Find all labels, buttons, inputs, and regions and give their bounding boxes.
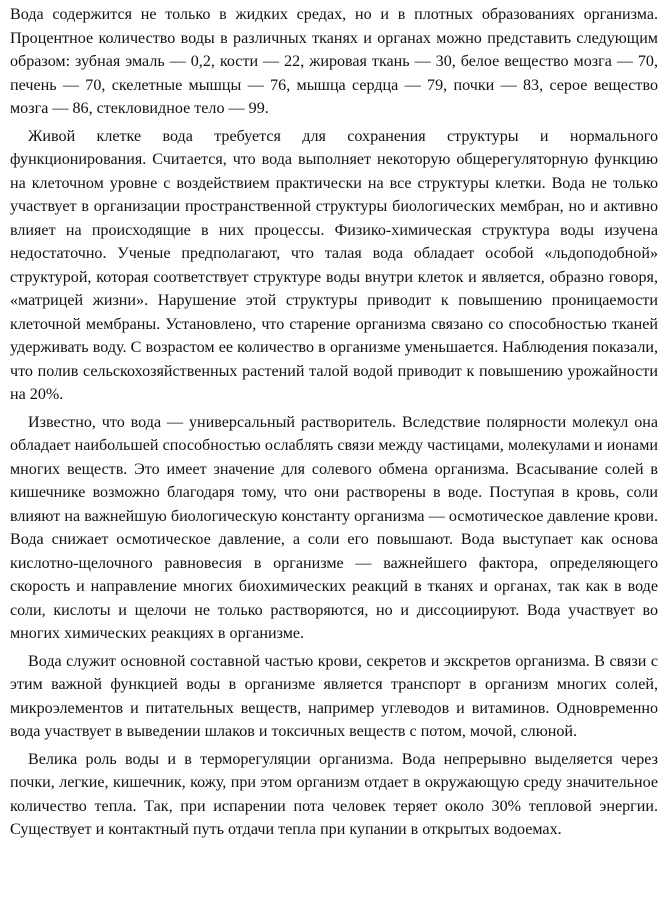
paragraph-water-content: Вода содержится не только в жидких средах, но и в плотных образованиях организма. Процентное количество воды в различных тканях и органах можно представить следующим образом: зубная эмаль — 0,2, кости — 22, жировая ткань — 30, белое вещество мозга — 70, печень — 70, скелетные мышцы — 76, мышца сердца — 79, почки — 83, серое вещество мозга — 86, стекловидное тело — 99. [10,6,658,117]
paragraph-cell-structure: Живой клетке вода требуется для сохранения структуры и нормального функционирования. Считается, что вода выполняет некоторую общерегуляторную функцию на клеточном уровне с воздействием практически на все структуры клетки. Вода не только участвует в организации пространственной структуры биологических мембран, но и активно влияет на происходящие в них процессы. Физико-химическая структура воды изучена недостаточно. Ученые предполагают, что талая вода обладает особой «льдоподобной» структурой, которая соответствует структуре воды внутри клеток и является, образно говоря, «матрицей жизни». Нарушение этой структуры приводит к повышению проницаемости клеточной мембраны. Установлено, что старение организма связано со способностью тканей удерживать воду. С возрастом ее количество в организме уменьшается. Наблюдения показали, что полив сельскохозяйственных растений талой водой приводит к повышению урожайности на 20%. [10,127,658,403]
paragraph-transport: Вода служит основной составной частью крови, секретов и экскретов организма. В связи с этим важной функцией воды в организме является транспорт в организм многих солей, микроэлементов и питательных веществ, например углеводов и витаминов. Одновременно вода участвует в выведении шлаков и токсичных веществ с потом, мочой, слюной. [10,652,658,740]
paragraph-universal-solvent: Известно, что вода — универсальный растворитель. Вследствие полярности молекул она обладает наибольшей способностью ослаблять связи между частицами, молекулами и ионами многих веществ. Это имеет значение для солевого обмена организма. Всасывание солей в кишечнике возможно благодаря тому, что они растворены в воде. Поступая в кровь, соли влияют на важнейшую биологическую константу организма — осмотическое давление крови. Вода снижает осмотическое давление, а соли его повышают. Вода выступает как основа кислотно-щелочного равновесия в организме — важнейшего фактора, определяющего скорость и направление многих биохимических реакций в тканях и органах, так как в воде соли, кислоты и щелочи не только растворяются, но и диссоциируют. Вода участвует во многих химических реакциях в организме. [10,413,658,642]
body-text [10,3,658,846]
paragraph-thermoregulation: Велика роль воды и в терморегуляции организма. Вода непрерывно выделяется через почки, легкие, кишечник, кожу, при этом организм отдает в окружающую среду значительное количество тепла. Так, при испарении пота человек теряет около 30% тепловой энергии. Существует и контактный путь отдачи тепла при купании в открытых водоемах. [10,750,658,838]
